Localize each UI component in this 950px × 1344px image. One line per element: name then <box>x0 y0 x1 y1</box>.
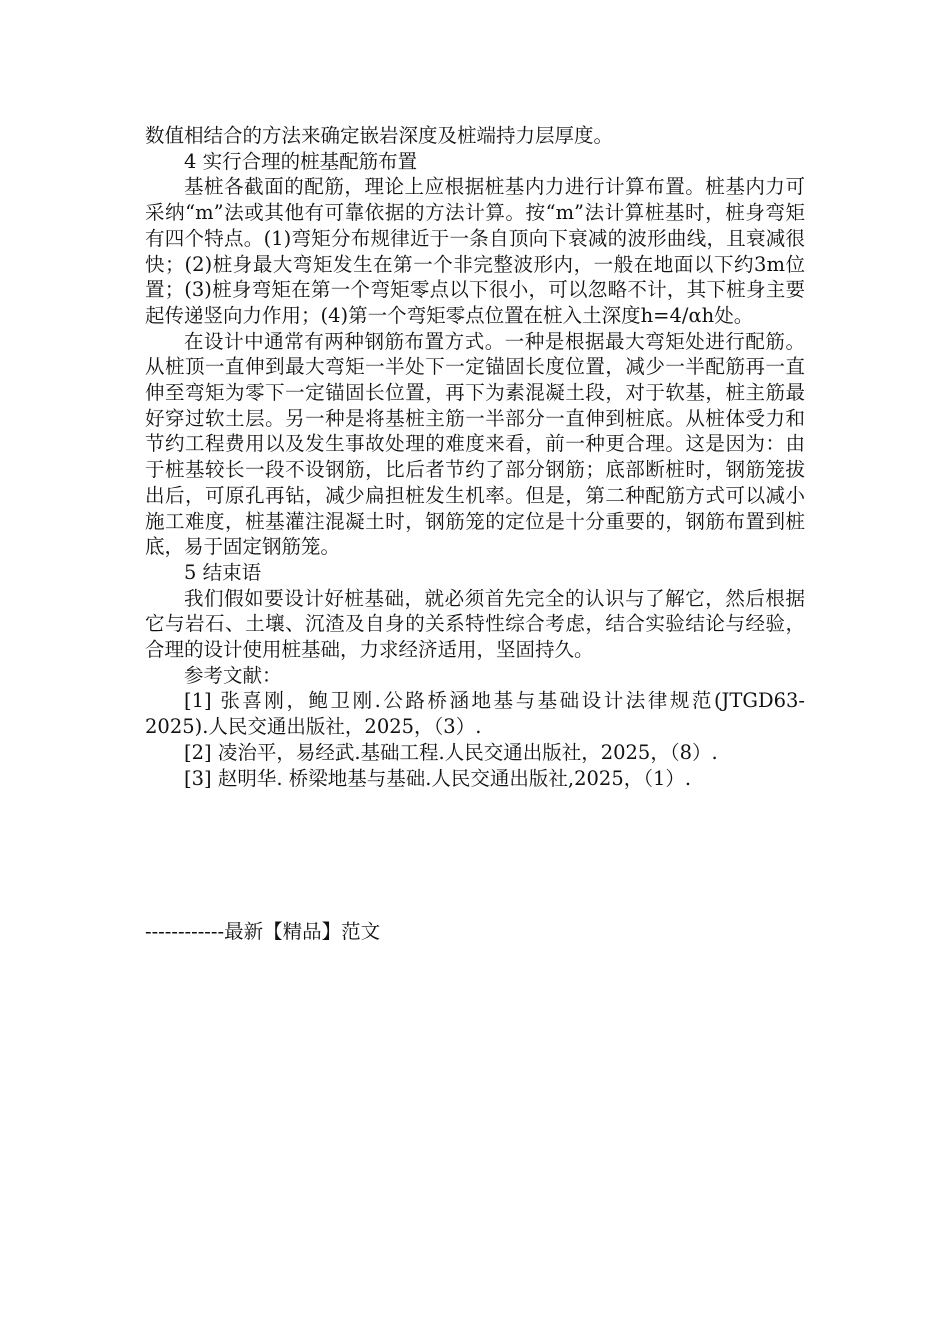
reference-item-2: [2] 凌治平，易经武.基础工程.人民交通出版社，2025，（8）. <box>184 740 718 764</box>
section-5-heading: 5 结束语 <box>184 560 262 584</box>
section-4-paragraph-2: 在设计中通常有两种钢筋布置方式。一种是根据最大弯矩处进行配筋。从桩顶一直伸到最大弯矩一半处下一定锚固长度位置，减少一半配筋再一直伸至弯矩为零下一定锚固长位置，再下为素混凝土段，对于软基，桩主筋最好穿过软土层。另一种是将基桩主筋一半部分一直伸到桩底。从桩体受力和节约工程费用以及发生事故处理的难度来看，前一种更合理。这是因为：由于桩基较长一段不设钢筋，比后者节约了部分钢筋；底部断桩时，钢筋笼拔出后，可原孔再钻，减少扁担桩发生机率。但是，第二种配筋方式可以减小施工难度，桩基灌注混凝土时，钢筋笼的定位是十分重要的，钢筋布置到桩底，易于固定钢筋笼。 <box>145 329 805 559</box>
document-body <box>145 123 805 791</box>
reference-item-1: [1] 张喜刚，鲍卫刚.公路桥涵地基与基础设计法律规范(JTGD63-2025).人民交通出版社，2025，（3）. <box>145 689 805 739</box>
references-heading: 参考文献： <box>184 663 282 687</box>
footer-banner: ------------最新【精品】范文 <box>145 920 381 943</box>
opening-fragment: 数值相结合的方法来确定嵌岩深度及桩端持力层厚度。 <box>145 124 614 147</box>
reference-item-3: [3] 赵明华. 桥梁地基与基础.人民交通出版社,2025，（1）. <box>184 766 692 790</box>
section-4-paragraph-1: 基桩各截面的配筋，理论上应根据桩基内力进行计算布置。桩基内力可采纳“m”法或其他有可靠依据的方法计算。按“m”法计算桩基时，桩身弯矩有四个特点。(1)弯矩分布规律近于一条自顶向下衰减的波形曲线，且衰减很快；(2)桩身最大弯矩发生在第一个非完整波形内，一般在地面以下约3m位置；(3)桩身弯矩在第一个弯矩零点以下很小，可以忽略不计，其下桩身主要起传递竖向力作用；(4)第一个弯矩零点位置在桩入土深度h=4/αh处。 <box>145 175 805 327</box>
section-4-heading: 4 实行合理的桩基配筋布置 <box>184 149 418 173</box>
section-5-paragraph: 我们假如要设计好桩基础，就必须首先完全的认识与了解它，然后根据它与岩石、土壤、沉渣及自身的关系特性综合考虑，结合实验结论与经验，合理的设计使用桩基础，力求经济适用，坚固持久。 <box>145 586 805 662</box>
